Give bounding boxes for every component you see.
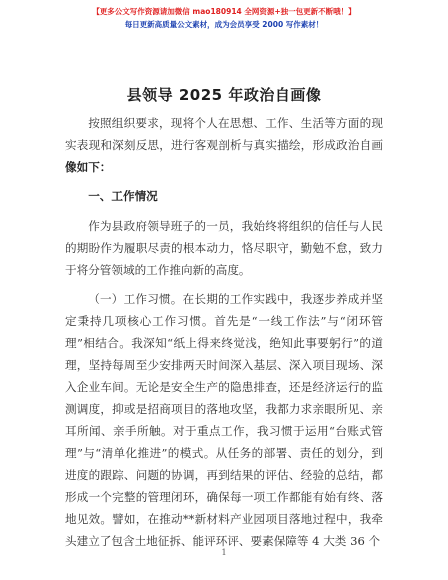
intro-text: 按照组织要求，现将个人在思想、工作、生活等方面的现实表现和深刻反思，进行客观剖析与真实描绘，形成政治自画 xyxy=(65,116,383,152)
document-body xyxy=(65,112,383,552)
intro-paragraph xyxy=(65,112,383,178)
body-paragraph-1: 作为县政府领导班子的一员，我始终将组织的信任与人民的期盼作为履职尽责的根本动力，恪尽职守，勤勉不怠，致力于将分管领域的工作推向新的高度。 xyxy=(65,219,383,277)
promo-banner xyxy=(66,6,382,30)
section-heading-work: 一、工作情况 xyxy=(88,189,158,203)
promo-banner-line-1: 【更多公文写作资源请加微信 mao180914 全网资源+独一包更新不断哦！】 xyxy=(92,7,356,16)
document-title: 县领导 2025 年政治自画像 xyxy=(126,86,322,104)
page-number: 1 xyxy=(221,548,227,557)
promo-banner-line-2: 每日更新高质量公文素材，成为会员享受 2000 写作素材！ xyxy=(124,20,324,29)
body-paragraph-2: （一）工作习惯。在长期的工作实践中，我逐步养成并坚定秉持几项核心工作习惯。首先是“一线工作法”与“闭环管理”相结合。我深知“纸上得来终觉浅，绝知此事要躬行”的道理，坚持每周至少安排两天时间深入基层、深入项目现场、深入企业车间。无论是安全生产的隐患排查，还是经济运行的监测调度，抑或是招商项目的落地攻坚，我都力求亲眼所见、亲耳所闻、亲手所触。对于重点工作，我习惯于运用“台账式管理”与“清单化推进”的模式。从任务的部署、责任的划分，到进度的跟踪、问题的协调，再到结果的评估、经验的总结，都形成一个完整的管理闭环，确保每一项工作都能有始有终、落地见效。譬如，在推动**新材料产业园项目落地过程中，我牵头建立了包含土地征拆、能评环评、要素保障等 4 大类 36 个 xyxy=(65,292,383,548)
intro-bold-text: 像如下： xyxy=(65,160,112,174)
